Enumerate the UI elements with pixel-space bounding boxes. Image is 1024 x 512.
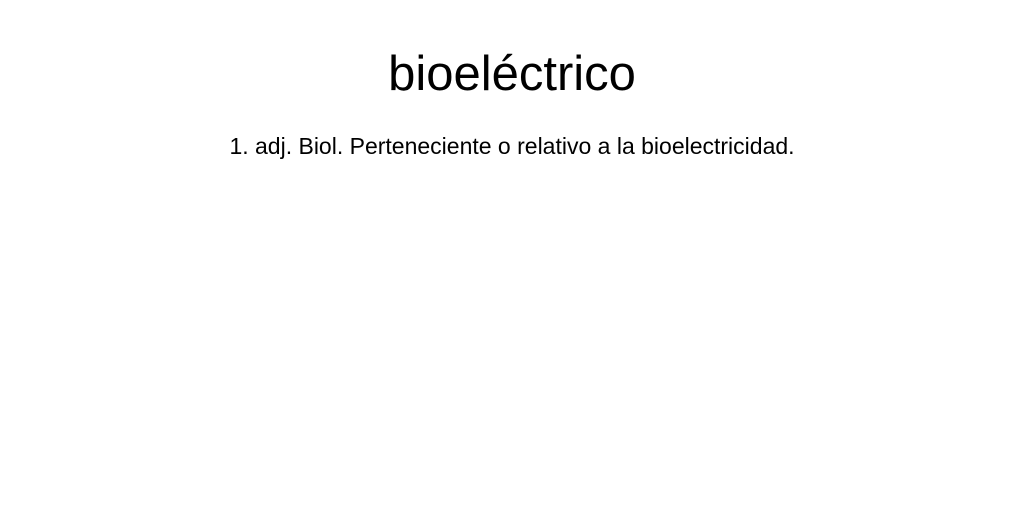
- definition-1: 1. adj. Biol. Perteneciente o relativo a la bioelectricidad.: [229, 133, 795, 159]
- entry-headword: bioeléctrico: [388, 47, 636, 101]
